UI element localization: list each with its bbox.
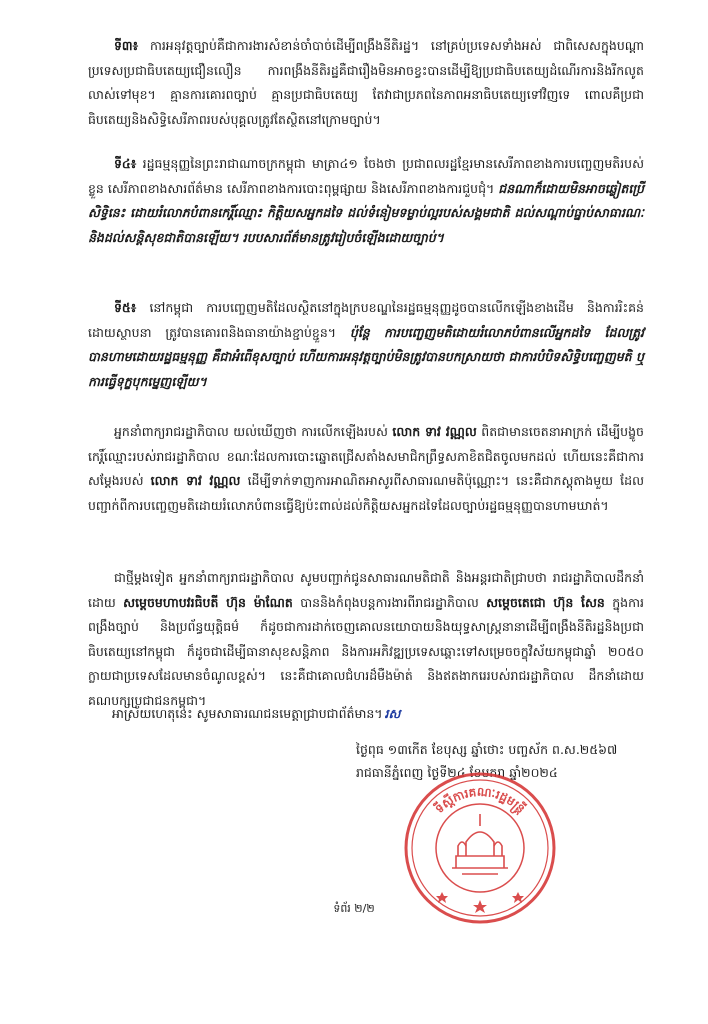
gregorian-date: រាជធានីភ្នំពេញ ថ្ងៃទី២៤ ខែមករា ឆ្នាំ២០២៤ (356, 765, 558, 780)
paragraph-spokesperson-view (88, 420, 644, 518)
paragraph-number: ទី៣៖ (114, 38, 139, 53)
paragraph-emphasis: ប៉ុន្តែ ការបញ្ចេញមតិដោយរំលោភបំពានលើអ្នកដទៃ ដែលត្រូវបានហាមដោយរដ្ឋធម្មនុញ្ញ គឺជាអំពើខុសច្បាប់ ហើយការអនុវត្តច្បាប់មិនត្រូវបានបកស្រាយថា ជាការបំបិទសិទ្ធិបញ្ចេញមតិ ឬការធ្វើទុក្ខបុកម្នេញឡើយ។ (88, 324, 644, 389)
lunar-date: ថ្ងៃពុធ ១៣កើត ខែបុស្ស ឆ្នាំថោះ បញ្ចស័ក ព.ស.២៥៦៧ (356, 742, 618, 757)
paragraph-emphasis: ជនណាក៏ដោយមិនអាចឆ្លៀតប្រើសិទ្ធិនេះ ដោយរំលោភបំពានកេរ្តិ៍ឈ្មោះ កិត្តិយសអ្នកដទៃ ដល់ទំនៀមទម្លាប់ល្អរបស់សង្គមជាតិ ដល់សណ្តាប់ធ្នាប់សាធារណៈ និងដល់សន្តិសុខជាតិបានឡើយ។ របបសារព័ត៌មានត្រូវរៀបចំឡើងដោយច្បាប់។ (88, 180, 644, 245)
paragraph-text-c: ដើម្បីទាក់ទាញការអាណិតអាសូរពីសាធារណមតិប៉ុណ្ណោះ។ នេះគឺជាភស្តុតាងមួយ ដែលបញ្ជាក់ពីការបញ្ចេញមតិដោយរំលោភបំពានធ្វើឱ្យប៉ះពាល់ដល់កិត្តិយសអ្នកដទៃដែលច្បាប់រដ្ឋធម្មនុញ្ញបានហាមឃាត់។ (88, 473, 644, 513)
paragraph-closing (112, 702, 632, 727)
paragraph-number: ទី៥៖ (114, 300, 137, 315)
paragraph-5 (88, 296, 644, 394)
leader-name: សម្តេចមហាបវរធិបតី ហ៊ុន ម៉ាណែត (123, 594, 293, 610)
paragraph-4 (88, 152, 644, 250)
paragraph-text-b: បាននិងកំពុងបន្តការងារពីរាជរដ្ឋាភិបាល (300, 594, 479, 610)
seal-text: ទីស្តីការគណៈរដ្ឋមន្ត្រី (432, 784, 528, 816)
paragraph-text-c: ក្នុងការពង្រឹងច្បាប់ និងប្រព័ន្ធយុត្តិធម៌ ក៏ដូចជាការដាក់ចេញគោលនយោបាយនិងយុទ្ធសាស្ត្រនានាដើម្បីពង្រឹងនីតិរដ្ឋនិងប្រជាធិបតេយ្យនៅកម្ពុជា ក៏ដូចជាដើម្បីធានាសុខសន្តិភាព និងការអភិវឌ្ឍប្រទេសឆ្ពោះទៅសម្រេចចក្ខុវិស័យកម្ពុជាឆ្នាំ ២០៥០ ក្លាយជាប្រទេសដែលមានចំណូលខ្ពស់។ នេះគឺជាគោលជំហរដ៏មឺងម៉ាត់ និងឥតងាករេរបស់រាជរដ្ឋាភិបាល ដឹកនាំដោយគណបក្សប្រជាជនកម្ពុជា។ (88, 594, 644, 708)
angkor-emblem-icon (452, 814, 508, 874)
person-name: លោក ទាវ វណ្ណល (392, 424, 477, 439)
paragraph-3 (88, 34, 644, 132)
paragraph-text-a: ជាថ្មីម្តងទៀត អ្នកនាំពាក្យរាជរដ្ឋាភិបាល សូមបញ្ជាក់ជូនសាធារណមតិជាតិ និងអន្តរជាតិជ្រាបថា រាជរដ្ឋាភិបាលដឹកនាំដោយ (88, 570, 644, 610)
person-name: លោក ទាវ វណ្ណល (150, 473, 241, 488)
leader-name: សម្តេចតេជោ ហ៊ុន សែន (486, 594, 605, 610)
paragraph-number: ទី៤៖ (114, 156, 137, 171)
paragraph-text: នៅកម្ពុជា ការបញ្ចេញមតិដែលស្ថិតនៅក្នុងក្របខណ្ឌនៃរដ្ឋធម្មនុញ្ញដូចបានលើកឡើងខាងដើម និងការរិះគន់ដោយស្ថាបនា ត្រូវបានគោរពនិងធានាយ៉ាងខ្ជាប់ខ្ជួន។ (88, 300, 644, 340)
paragraph-text: ការអនុវត្តច្បាប់គឺជាការងារសំខាន់ចាំបាច់ដើម្បីពង្រឹងនីតិរដ្ឋ។ នៅគ្រប់ប្រទេសទាំងអស់ ជាពិសេសក្នុងបណ្តាប្រទេសប្រជាធិបតេយ្យជឿនលឿន ការពង្រឹងនីតិរដ្ឋគឺជារឿងមិនអាចខ្វះបានដើម្បីឱ្យប្រជាធិបតេយ្យដំណើរការនិងរីកលូតលាស់ទៅមុខ។ គ្មានការគោរពច្បាប់ គ្មានប្រជាធិបតេយ្យ តែវាជាប្រភពនៃភាពអនាធិបតេយ្យទៅវិញទេ ពោលគឺប្រជាធិបតេយ្យនិងសិទ្ធិសេរីភាពរបស់បុគ្គលត្រូវតែស្ថិតនៅក្រោមច្បាប់។ (88, 38, 644, 127)
page-number: ទំព័រ ២/២ (333, 902, 375, 915)
closing-text: អាស្រ័យហេតុនេះ សូមសាធារណជនមេត្តាជ្រាបជាព័ត៌មាន។ (112, 706, 383, 721)
paragraph-text-a: អ្នកនាំពាក្យរាជរដ្ឋាភិបាល យល់ឃើញថា ការលើកឡើងរបស់ (114, 424, 388, 439)
handwritten-initial: រស (384, 706, 401, 721)
paragraph-text-b: ពិតជាមានចេតនាអាក្រក់ ដើម្បីបង្ខូចកេរ្តិ៍ឈ្មោះរបស់រាជរដ្ឋាភិបាល ខណៈដែលការបោះឆ្នោតជ្រើសតាំងសមាជិកព្រឹទ្ធសភាខិតជិតចូលមកដល់ ហើយនេះគឺជាការសម្តែងរបស់ (88, 424, 644, 488)
paragraph-text: រដ្ឋធម្មនុញ្ញនៃព្រះរាជាណាចក្រកម្ពុជា មាត្រា៤១ ចែងថា ប្រជាពលរដ្ឋខ្មែរមានសេរីភាពខាងការបញ្ចេញមតិរបស់ខ្លួន សេរីភាពខាងសារព័ត៌មាន សេរីភាពខាងការបោះពុម្ពផ្សាយ និងសេរីភាពខាងការជួបជុំ។ (88, 156, 644, 196)
paragraph-government-position (88, 566, 644, 713)
